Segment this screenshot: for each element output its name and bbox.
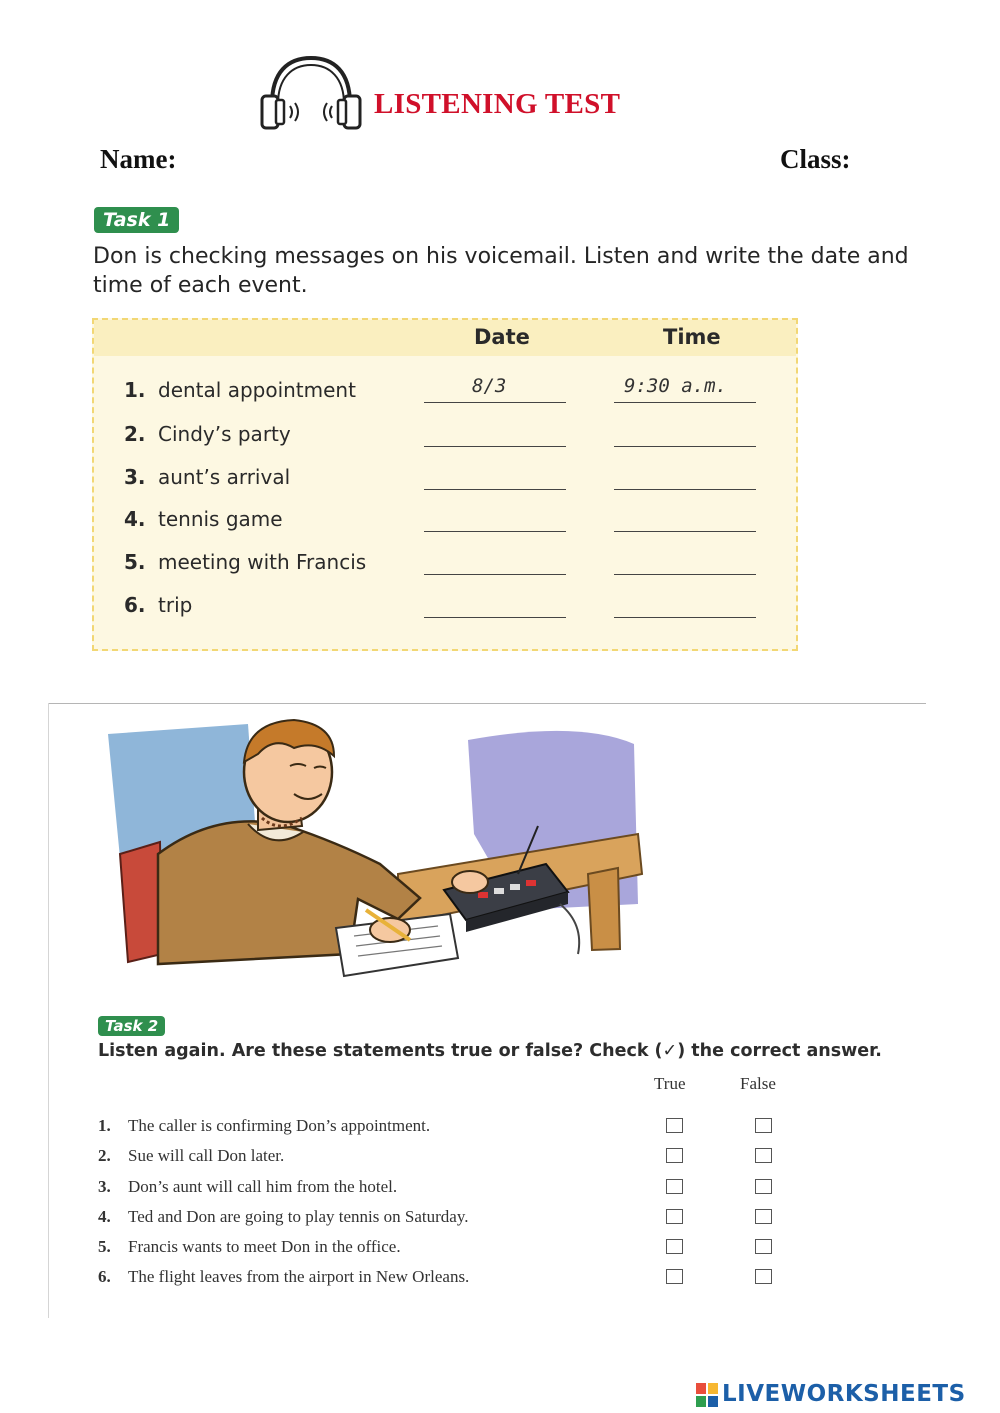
liveworksheets-logo-text: LIVEWORKSHEETS xyxy=(722,1381,966,1407)
false-checkbox[interactable] xyxy=(755,1239,772,1254)
true-column-header: True xyxy=(654,1074,686,1093)
date-blank[interactable] xyxy=(424,617,566,618)
task1-row xyxy=(124,465,764,499)
event-label: aunt’s arrival xyxy=(158,465,291,489)
true-checkbox[interactable] xyxy=(666,1269,683,1284)
name-label: Name: xyxy=(100,144,177,174)
task2-row xyxy=(98,1146,798,1170)
true-checkbox[interactable] xyxy=(666,1118,683,1133)
headphones-icon xyxy=(258,52,364,134)
event-label: meeting with Francis xyxy=(158,550,367,574)
false-checkbox[interactable] xyxy=(755,1148,772,1163)
row-number: 6. xyxy=(98,1267,111,1286)
task2-row xyxy=(98,1207,798,1231)
statement-text: Sue will call Don later. xyxy=(128,1146,285,1165)
false-checkbox[interactable] xyxy=(755,1118,772,1133)
task1-row xyxy=(124,375,764,412)
date-blank[interactable] xyxy=(424,531,566,532)
time-column-header: Time xyxy=(663,325,721,349)
task2-row xyxy=(98,1177,798,1201)
statement-text: The caller is confirming Don’s appointment. xyxy=(128,1116,431,1135)
row-number: 1. xyxy=(124,378,146,402)
statement-text: Don’s aunt will call him from the hotel. xyxy=(128,1177,398,1196)
row-number: 3. xyxy=(98,1177,111,1196)
time-blank[interactable] xyxy=(614,402,756,403)
section-border xyxy=(48,703,49,1318)
row-number: 2. xyxy=(98,1146,111,1165)
false-column-header: False xyxy=(740,1074,776,1093)
row-number: 1. xyxy=(98,1116,111,1135)
true-checkbox[interactable] xyxy=(666,1239,683,1254)
date-blank[interactable] xyxy=(424,446,566,447)
man-at-answering-machine-illustration xyxy=(98,714,646,986)
time-blank[interactable] xyxy=(614,446,756,447)
task2-instruction: Listen again. Are these statements true or false? Check (✓) the correct answer. xyxy=(98,1041,882,1061)
true-checkbox[interactable] xyxy=(666,1179,683,1194)
false-checkbox[interactable] xyxy=(755,1269,772,1284)
date-blank[interactable] xyxy=(424,574,566,575)
time-answer: 9:30 a.m. xyxy=(624,375,727,397)
date-blank[interactable] xyxy=(424,489,566,490)
task1-row xyxy=(124,422,764,456)
task1-badge: Task 1 xyxy=(94,207,179,233)
event-label: tennis game xyxy=(158,507,283,531)
date-blank[interactable] xyxy=(424,402,566,403)
time-blank[interactable] xyxy=(614,574,756,575)
task1-row xyxy=(124,507,764,541)
row-number: 4. xyxy=(124,507,146,531)
class-label: Class: xyxy=(780,144,851,174)
row-number: 6. xyxy=(124,593,146,617)
section-divider xyxy=(48,703,926,704)
row-number: 4. xyxy=(98,1207,111,1226)
date-answer: 8/3 xyxy=(472,375,507,397)
row-number: 5. xyxy=(98,1237,111,1256)
statement-text: Ted and Don are going to play tennis on Saturday. xyxy=(128,1207,469,1226)
true-checkbox[interactable] xyxy=(666,1209,683,1224)
event-label: Cindy’s party xyxy=(158,422,291,446)
task2-row xyxy=(98,1267,798,1291)
time-blank[interactable] xyxy=(614,489,756,490)
task1-row xyxy=(124,593,764,627)
row-number: 5. xyxy=(124,550,146,574)
event-label: trip xyxy=(158,593,193,617)
task2-badge: Task 2 xyxy=(98,1016,165,1036)
statement-text: Francis wants to meet Don in the office. xyxy=(128,1237,401,1256)
time-blank[interactable] xyxy=(614,531,756,532)
statement-text: The flight leaves from the airport in New Orleans. xyxy=(128,1267,470,1286)
task2-row xyxy=(98,1116,798,1140)
false-checkbox[interactable] xyxy=(755,1179,772,1194)
row-number: 2. xyxy=(124,422,146,446)
task1-instruction: Don is checking messages on his voicemail. Listen and write the date and time of each event. xyxy=(93,244,909,298)
event-label: dental appointment xyxy=(158,378,356,402)
time-blank[interactable] xyxy=(614,617,756,618)
false-checkbox[interactable] xyxy=(755,1209,772,1224)
page-title: LISTENING TEST xyxy=(374,88,621,120)
date-column-header: Date xyxy=(474,325,530,349)
row-number: 3. xyxy=(124,465,146,489)
true-checkbox[interactable] xyxy=(666,1148,683,1163)
liveworksheets-logo-icon xyxy=(696,1383,718,1407)
task1-row xyxy=(124,550,764,584)
task2-row xyxy=(98,1237,798,1261)
